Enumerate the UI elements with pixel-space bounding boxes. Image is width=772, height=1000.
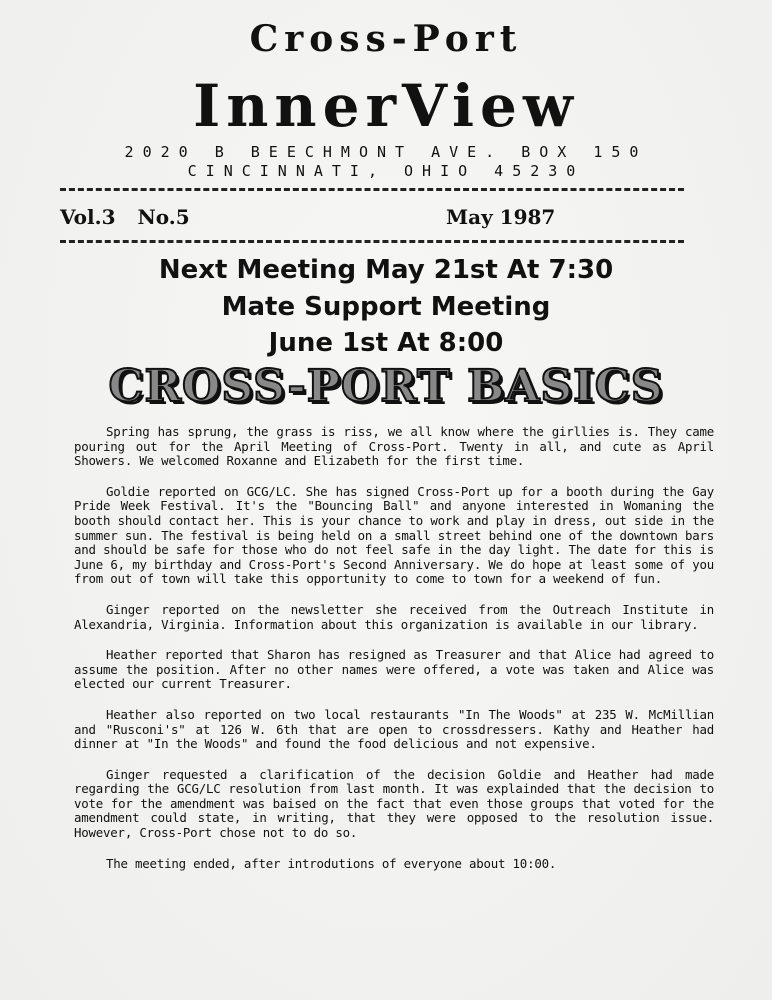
masthead-title-line1: Cross-Port [249,18,523,60]
dashed-divider-top [60,188,684,191]
address-line1: 2020 B BEECHMONT AVE. BOX 150 [124,143,648,161]
dashed-divider-bottom [60,240,684,243]
section-heading: CROSS-PORT BASICS [108,361,664,412]
mate-support-date: June 1st At 8:00 [268,328,504,358]
paragraph: Goldie reported on GCG/LC. She has signed Cross-Port up for a booth during the Gay Pride Week Festival. It's the "Bouncing Ball" and anyone interested in Womaning the booth should contact her. This is your chance to work and play in dress, out side in the summer sun. The festival is being held on a small street behind one of the downtown bars and should be safe for those who do not feel safe in the day light. The date for this is June 6, my birthday and Cross-Port's Second Anniversary. We do hope at least some of you from out of town will take this opportunity to come to town for a weekend of fun. [74,483,714,587]
article-body [74,425,714,871]
paragraph: Heather also reported on two local restaurants "In The Woods" at 235 W. McMillian and "Rusconi's" at 126 W. 6th that are open to crossdressers. Kathy and Heather had dinner at "In the Woods" and found the food delicious and not expensive. [74,706,714,752]
address-line2: CINCINNATI, OHIO 45230 [187,162,585,180]
issue-date: May 1987 [446,205,556,229]
next-meeting-announcement: Next Meeting May 21st At 7:30 [158,255,614,285]
paragraph: Heather reported that Sharon has resigned as Treasurer and that Alice had agreed to assume the position. After no other names were offered, a vote was taken and Alice was elected our current Treasurer. [74,647,714,692]
paragraph: Ginger requested a clarification of the decision Goldie and Heather had made regarding the GCG/LC resolution from last month. It was explainded that the decision to vote for the amendment was baised on the fact that even those groups that voted for the amendment could state, in writing, that they were opposed to the resolution issue. However, Cross-Port chose not to do so. [74,766,714,841]
issue-volume: Vol.3 [60,205,116,229]
mate-support-announcement: Mate Support Meeting [221,292,551,322]
masthead-title-line2: InnerView [193,72,579,140]
paragraph: The meeting ended, after introdutions of everyone about 10:00. [106,855,557,871]
issue-volume-number [60,205,212,229]
paragraph: Ginger reported on the newsletter she received from the Outreach Institute in Alexandria, Virginia. Information about this organization is available in our library. [74,601,714,632]
paragraph: Spring has sprung, the grass is riss, we all know where the girllies is. They came pouring out for the April Meeting of Cross-Port. Twenty in all, and cute as April Showers. We welcomed Roxanne and Elizabeth for the first time. [74,424,714,469]
issue-number: No.5 [137,205,190,229]
